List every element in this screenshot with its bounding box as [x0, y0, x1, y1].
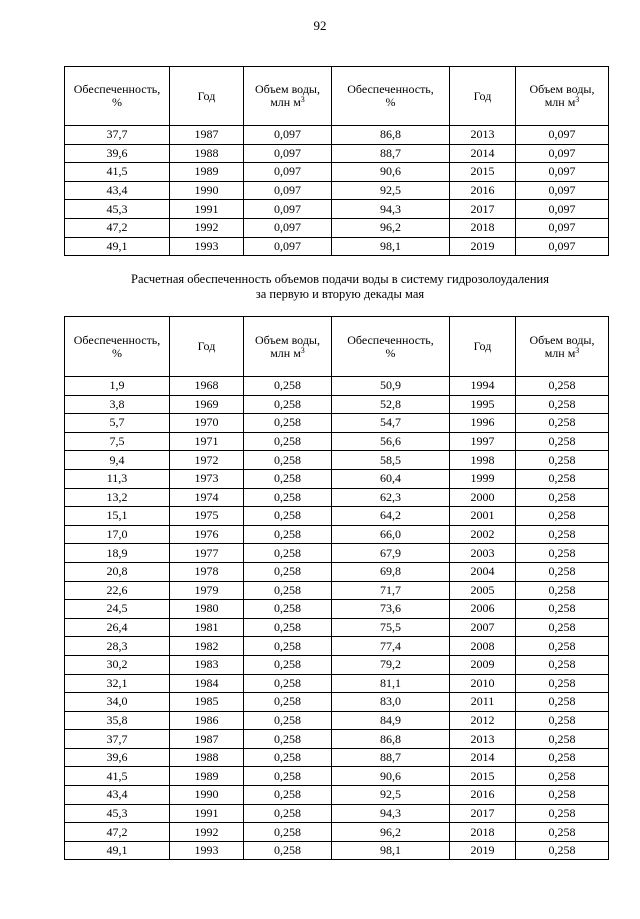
table-row: [65, 432, 609, 451]
table-cell: 41,5: [65, 163, 170, 182]
table-cell: 0,258: [516, 451, 609, 470]
table-cell: 0,097: [244, 126, 332, 145]
table-cell: 2011: [450, 693, 516, 712]
table-cell: 2004: [450, 562, 516, 581]
table-cell: 0,258: [516, 655, 609, 674]
table-cell: 1979: [170, 581, 244, 600]
table-row: [65, 841, 609, 860]
table-cell: 96,2: [332, 218, 450, 237]
table-cell: 0,258: [244, 804, 332, 823]
table-row: [65, 218, 609, 237]
table-cell: 69,8: [332, 562, 450, 581]
caption-line-2: за первую и вторую декады мая: [255, 287, 425, 301]
table-cell: 0,258: [516, 395, 609, 414]
table-cell: 35,8: [65, 711, 170, 730]
table-cell: 84,9: [332, 711, 450, 730]
table-cell: 45,3: [65, 200, 170, 219]
table-cell: 71,7: [332, 581, 450, 600]
table-cell: 1973: [170, 469, 244, 488]
table-row: [65, 767, 609, 786]
table-cell: 0,258: [516, 767, 609, 786]
table-row: [65, 126, 609, 145]
table-cell: 1995: [450, 395, 516, 414]
table-row: [65, 823, 609, 842]
table-cell: 9,4: [65, 451, 170, 470]
table-caption: [0, 272, 640, 302]
table-cell: 0,258: [244, 488, 332, 507]
table-row: [65, 600, 609, 619]
table-cell: 1982: [170, 637, 244, 656]
table-cell: 2018: [450, 823, 516, 842]
table-row: [65, 693, 609, 712]
table-cell: 90,6: [332, 163, 450, 182]
table-cell: 2017: [450, 200, 516, 219]
table-cell: 79,2: [332, 655, 450, 674]
table-cell: 1978: [170, 562, 244, 581]
table-row: [65, 786, 609, 805]
table-cell: 0,258: [244, 674, 332, 693]
table-cell: 0,097: [516, 144, 609, 163]
table-cell: 96,2: [332, 823, 450, 842]
table-row: [65, 181, 609, 200]
table-cell: 0,097: [244, 237, 332, 256]
table-row: [65, 711, 609, 730]
table-row: [65, 618, 609, 637]
table-cell: 88,7: [332, 748, 450, 767]
table-cell: 17,0: [65, 525, 170, 544]
table-cell: 37,7: [65, 126, 170, 145]
table-cell: 0,258: [516, 377, 609, 396]
table-cell: 0,258: [244, 451, 332, 470]
table-cell: 47,2: [65, 218, 170, 237]
table-cell: 1977: [170, 544, 244, 563]
table-cell: 2013: [450, 730, 516, 749]
table-cell: 11,3: [65, 469, 170, 488]
table-cell: 22,6: [65, 581, 170, 600]
table-cell: 0,258: [244, 711, 332, 730]
table-cell: 39,6: [65, 144, 170, 163]
table-cell: 2005: [450, 581, 516, 600]
table-cell: 86,8: [332, 126, 450, 145]
table-row: [65, 655, 609, 674]
table-cell: 2006: [450, 600, 516, 619]
table-row: [65, 581, 609, 600]
table-cell: 0,258: [516, 674, 609, 693]
table-row: [65, 414, 609, 433]
table-cell: 1989: [170, 163, 244, 182]
caption-line-1: Расчетная обеспеченность объемов подачи воды в систему гидрозолоудаления: [131, 272, 549, 286]
table-cell: 49,1: [65, 841, 170, 860]
table-cell: 20,8: [65, 562, 170, 581]
table-cell: 94,3: [332, 200, 450, 219]
table-cell: 0,258: [244, 525, 332, 544]
table-cell: 1976: [170, 525, 244, 544]
table-cell: 1984: [170, 674, 244, 693]
table-row: [65, 395, 609, 414]
table-cell: 0,258: [244, 748, 332, 767]
table-cell: 0,258: [516, 786, 609, 805]
table-cell: 1985: [170, 693, 244, 712]
table-cell: 1989: [170, 767, 244, 786]
table-cell: 67,9: [332, 544, 450, 563]
table-cell: 0,258: [244, 395, 332, 414]
table-cell: 0,258: [244, 414, 332, 433]
table-cell: 0,258: [244, 618, 332, 637]
table-cell: 30,2: [65, 655, 170, 674]
table-cell: 2015: [450, 767, 516, 786]
table-cell: 0,258: [516, 804, 609, 823]
table-cell: 2014: [450, 748, 516, 767]
table-row: [65, 507, 609, 526]
table-cell: 88,7: [332, 144, 450, 163]
col-header-year: Год: [170, 317, 244, 377]
table-cell: 47,2: [65, 823, 170, 842]
table-cell: 1990: [170, 181, 244, 200]
table-cell: 0,258: [516, 469, 609, 488]
table-cell: 2016: [450, 181, 516, 200]
table-cell: 1988: [170, 144, 244, 163]
col-header-volume: Объем воды, млн $м^3$: [516, 317, 609, 377]
table-cell: 0,258: [516, 507, 609, 526]
table-cell: 1992: [170, 823, 244, 842]
table-cell: 1986: [170, 711, 244, 730]
table-cell: 54,7: [332, 414, 450, 433]
table-cell: 81,1: [332, 674, 450, 693]
table-cell: 98,1: [332, 841, 450, 860]
table-cell: 1992: [170, 218, 244, 237]
table-cell: 1997: [450, 432, 516, 451]
table-cell: 18,9: [65, 544, 170, 563]
table-cell: 86,8: [332, 730, 450, 749]
table-cell: 0,258: [244, 581, 332, 600]
table-header-row: [65, 67, 609, 126]
table-cell: 1975: [170, 507, 244, 526]
table-cell: 0,258: [516, 841, 609, 860]
table-cell: 0,258: [244, 600, 332, 619]
table-cell: 56,6: [332, 432, 450, 451]
col-header-volume: Объем воды, млн $м^3$: [244, 317, 332, 377]
table-cell: 58,5: [332, 451, 450, 470]
table-cell: 0,097: [244, 163, 332, 182]
table-cell: 2000: [450, 488, 516, 507]
table-cell: 2007: [450, 618, 516, 637]
table-cell: 77,4: [332, 637, 450, 656]
table-cell: 2014: [450, 144, 516, 163]
table-cell: 0,097: [244, 144, 332, 163]
table-cell: 0,258: [244, 786, 332, 805]
col-header-year: Год: [450, 317, 516, 377]
table-cell: 0,258: [244, 637, 332, 656]
table-cell: 1991: [170, 200, 244, 219]
table-row: [65, 163, 609, 182]
table-row: [65, 144, 609, 163]
table-cell: 0,097: [244, 218, 332, 237]
table-cell: 0,258: [516, 693, 609, 712]
table-cell: 0,097: [244, 181, 332, 200]
table-cell: 2015: [450, 163, 516, 182]
table-row: [65, 488, 609, 507]
table-cell: 2018: [450, 218, 516, 237]
table-row: [65, 237, 609, 256]
table-cell: 50,9: [332, 377, 450, 396]
table-cell: 24,5: [65, 600, 170, 619]
table-cell: 1969: [170, 395, 244, 414]
table-cell: 0,097: [516, 237, 609, 256]
table-cell: 98,1: [332, 237, 450, 256]
table-cell: 1968: [170, 377, 244, 396]
col-header-year: Год: [170, 67, 244, 126]
table-row: [65, 544, 609, 563]
page-number: 92: [313, 18, 327, 33]
table-cell: 3,8: [65, 395, 170, 414]
table-cell: 1993: [170, 841, 244, 860]
table-row: [65, 525, 609, 544]
table-cell: 0,258: [244, 432, 332, 451]
table-cell: 2009: [450, 655, 516, 674]
table-cell: 0,258: [244, 544, 332, 563]
table-cell: 75,5: [332, 618, 450, 637]
table-cell: 92,5: [332, 181, 450, 200]
table-cell: 0,258: [244, 507, 332, 526]
table-cell: 64,2: [332, 507, 450, 526]
table-row: [65, 748, 609, 767]
table-cell: 92,5: [332, 786, 450, 805]
table-cell: 1970: [170, 414, 244, 433]
table-water-supply-1: [64, 66, 609, 256]
table-cell: 0,097: [516, 163, 609, 182]
table-cell: 2016: [450, 786, 516, 805]
table-cell: 28,3: [65, 637, 170, 656]
table-header-row: [65, 317, 609, 377]
table-cell: 0,258: [516, 432, 609, 451]
table-cell: 0,258: [244, 693, 332, 712]
table-cell: 13,2: [65, 488, 170, 507]
table-cell: 2001: [450, 507, 516, 526]
table-cell: 2012: [450, 711, 516, 730]
table-cell: 0,258: [244, 730, 332, 749]
table-cell: 0,258: [516, 823, 609, 842]
table-cell: 26,4: [65, 618, 170, 637]
table-cell: 0,258: [516, 711, 609, 730]
table-cell: 0,097: [516, 181, 609, 200]
table-cell: 1994: [450, 377, 516, 396]
table-row: [65, 637, 609, 656]
table-cell: 2003: [450, 544, 516, 563]
table-row: [65, 469, 609, 488]
table-cell: 0,258: [516, 618, 609, 637]
table-cell: 1996: [450, 414, 516, 433]
col-header-supply: Обеспеченность, %: [65, 67, 170, 126]
table-cell: 1993: [170, 237, 244, 256]
table-cell: 34,0: [65, 693, 170, 712]
table-cell: 0,258: [244, 562, 332, 581]
table-water-supply-2: [64, 316, 609, 860]
table-cell: 41,5: [65, 767, 170, 786]
table-cell: 1972: [170, 451, 244, 470]
table-cell: 1987: [170, 126, 244, 145]
table-cell: 5,7: [65, 414, 170, 433]
table-cell: 62,3: [332, 488, 450, 507]
table-cell: 49,1: [65, 237, 170, 256]
table-cell: 1987: [170, 730, 244, 749]
table-cell: 0,258: [516, 544, 609, 563]
table-cell: 2019: [450, 841, 516, 860]
table-cell: 0,258: [516, 600, 609, 619]
table-cell: 83,0: [332, 693, 450, 712]
table-row: [65, 804, 609, 823]
table-cell: 0,258: [516, 581, 609, 600]
table-cell: 43,4: [65, 181, 170, 200]
table-cell: 2002: [450, 525, 516, 544]
table-cell: 0,258: [244, 469, 332, 488]
table-cell: 0,258: [516, 562, 609, 581]
table-cell: 0,097: [244, 200, 332, 219]
table-cell: 1980: [170, 600, 244, 619]
table-cell: 94,3: [332, 804, 450, 823]
table-cell: 0,258: [516, 488, 609, 507]
table-cell: 0,097: [516, 200, 609, 219]
col-header-volume: Объем воды, млн $м^3$: [516, 67, 609, 126]
table-cell: 0,258: [516, 637, 609, 656]
table-cell: 1988: [170, 748, 244, 767]
table-row: [65, 451, 609, 470]
table-cell: 90,6: [332, 767, 450, 786]
table-cell: 0,258: [244, 655, 332, 674]
table-cell: 1981: [170, 618, 244, 637]
table-cell: 0,258: [516, 525, 609, 544]
table-cell: 0,258: [244, 767, 332, 786]
table-cell: 0,258: [516, 748, 609, 767]
col-header-year: Год: [450, 67, 516, 126]
table-cell: 2008: [450, 637, 516, 656]
table-cell: 2013: [450, 126, 516, 145]
table-cell: 0,097: [516, 218, 609, 237]
table-cell: 1998: [450, 451, 516, 470]
table-row: [65, 674, 609, 693]
table-cell: 45,3: [65, 804, 170, 823]
table-cell: 39,6: [65, 748, 170, 767]
table-row: [65, 562, 609, 581]
table-cell: 66,0: [332, 525, 450, 544]
table-cell: 43,4: [65, 786, 170, 805]
col-header-supply: Обеспеченность, %: [332, 67, 450, 126]
table-cell: 32,1: [65, 674, 170, 693]
table-row: [65, 377, 609, 396]
table-cell: 0,258: [516, 414, 609, 433]
table-cell: 37,7: [65, 730, 170, 749]
table-cell: 1,9: [65, 377, 170, 396]
table-cell: 7,5: [65, 432, 170, 451]
col-header-supply: Обеспеченность, %: [65, 317, 170, 377]
table-row: [65, 200, 609, 219]
table-cell: 0,097: [516, 126, 609, 145]
table-cell: 15,1: [65, 507, 170, 526]
table-cell: 0,258: [244, 841, 332, 860]
table-cell: 2010: [450, 674, 516, 693]
table-cell: 1990: [170, 786, 244, 805]
table-cell: 2019: [450, 237, 516, 256]
col-header-volume: Объем воды, млн $м^3$: [244, 67, 332, 126]
col-header-supply: Обеспеченность, %: [332, 317, 450, 377]
table-cell: 1999: [450, 469, 516, 488]
table-cell: 73,6: [332, 600, 450, 619]
table-row: [65, 730, 609, 749]
table-cell: 0,258: [516, 730, 609, 749]
table-cell: 1974: [170, 488, 244, 507]
table-cell: 0,258: [244, 823, 332, 842]
table-cell: 0,258: [244, 377, 332, 396]
table-cell: 60,4: [332, 469, 450, 488]
table-cell: 2017: [450, 804, 516, 823]
table-cell: 1991: [170, 804, 244, 823]
table-cell: 1971: [170, 432, 244, 451]
table-cell: 52,8: [332, 395, 450, 414]
table-cell: 1983: [170, 655, 244, 674]
